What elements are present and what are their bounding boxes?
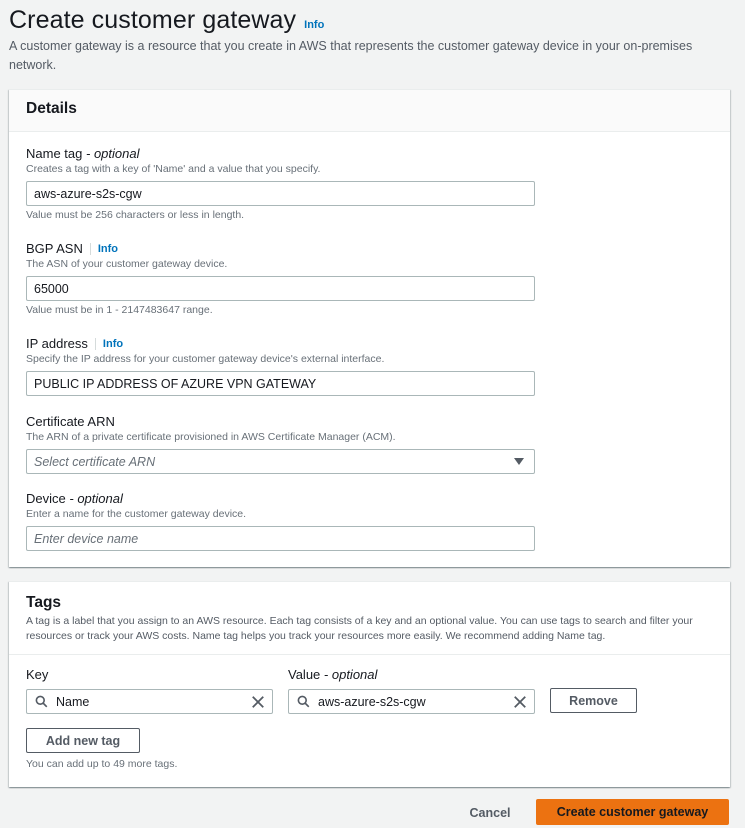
tag-value-label-text: Value (288, 667, 321, 682)
name-tag-constraint: Value must be 256 characters or less in length. (26, 209, 245, 221)
bgp-asn-constraint: Value must be in 1 - 2147483647 range. (26, 304, 213, 316)
page-title: Create customer gateway (9, 6, 297, 34)
device-optional: - optional (69, 491, 123, 506)
add-new-tag-button[interactable]: Add new tag (26, 728, 140, 753)
title-row (9, 6, 734, 35)
ip-address-input[interactable] (26, 371, 535, 396)
details-panel (9, 89, 730, 567)
clear-icon[interactable] (513, 695, 527, 709)
remove-tag-button[interactable]: Remove (550, 688, 637, 713)
device-input[interactable] (26, 526, 535, 551)
ip-address-info-link[interactable]: Info (95, 338, 123, 350)
tag-key-value: Name (56, 694, 90, 709)
tag-value-value: aws-azure-s2s-cgw (318, 694, 426, 709)
tags-panel-header (9, 582, 730, 655)
dropdown-caret-icon (514, 458, 524, 465)
ip-address-description: Specify the IP address for your customer gateway device's external interface. (26, 353, 385, 365)
bgp-asn-input[interactable] (26, 276, 535, 301)
cancel-button[interactable]: Cancel (469, 805, 511, 820)
certificate-arn-placeholder: Select certificate ARN (34, 454, 156, 469)
bgp-asn-description: The ASN of your customer gateway device. (26, 258, 228, 270)
device-field (26, 490, 536, 551)
tag-value-optional: - optional (323, 667, 378, 682)
name-tag-input[interactable] (26, 181, 535, 206)
device-description: Enter a name for the customer gateway device. (26, 508, 247, 520)
certificate-arn-field (26, 413, 536, 474)
name-tag-value: aws-azure-s2s-cgw (34, 186, 142, 201)
certificate-arn-label (26, 413, 536, 430)
device-placeholder: Enter device name (34, 531, 139, 546)
certificate-arn-select[interactable] (26, 449, 535, 474)
tag-value-input[interactable] (288, 689, 535, 714)
device-label (26, 490, 536, 507)
bgp-asn-value: 65000 (34, 281, 69, 296)
page-description: A customer gateway is a resource that you create in AWS that represents the customer gateway device in your on-premises network. (9, 39, 693, 72)
details-title: Details (26, 100, 77, 117)
ip-address-value: PUBLIC IP ADDRESS OF AZURE VPN GATEWAY (34, 376, 317, 391)
clear-icon[interactable] (251, 695, 265, 709)
name-tag-label (26, 145, 536, 162)
certificate-arn-description: The ARN of a private certificate provisioned in AWS Certificate Manager (ACM). (26, 431, 396, 443)
tags-title: Tags (26, 594, 62, 611)
tag-key-input[interactable] (26, 689, 273, 714)
name-tag-description: Creates a tag with a key of 'Name' and a value that you specify. (26, 163, 321, 175)
name-tag-optional: - optional (86, 146, 140, 161)
ip-address-label (26, 335, 536, 352)
device-label-text: Device (26, 491, 66, 506)
tags-description: A tag is a label that you assign to an AWS resource. Each tag consists of a key and an optional value. You can use tags to search and filter your resources or track your AWS costs. Name tag helps you track your resources more easily. We recommend adding Name tag. (26, 615, 693, 642)
name-tag-label-text: Name tag (26, 146, 83, 161)
tags-helper-text: You can add up to 49 more tags. (26, 758, 178, 770)
bgp-asn-label-text: BGP ASN (26, 241, 83, 256)
tags-panel (9, 581, 730, 787)
search-icon (35, 695, 48, 708)
bgp-asn-field (26, 240, 536, 316)
name-tag-field (26, 145, 536, 221)
certificate-arn-label-text: Certificate ARN (26, 414, 115, 429)
details-panel-header (9, 90, 730, 132)
tag-value-column-label (288, 667, 377, 682)
ip-address-field (26, 335, 536, 396)
bgp-asn-label (26, 240, 536, 257)
create-customer-gateway-button[interactable]: Create customer gateway (536, 799, 729, 825)
tag-key-column-label: Key (26, 667, 49, 682)
page-header (9, 6, 734, 75)
bgp-asn-info-link[interactable]: Info (90, 243, 118, 255)
ip-address-label-text: IP address (26, 336, 88, 351)
page-info-link[interactable]: Info (304, 19, 325, 31)
search-icon (297, 695, 310, 708)
